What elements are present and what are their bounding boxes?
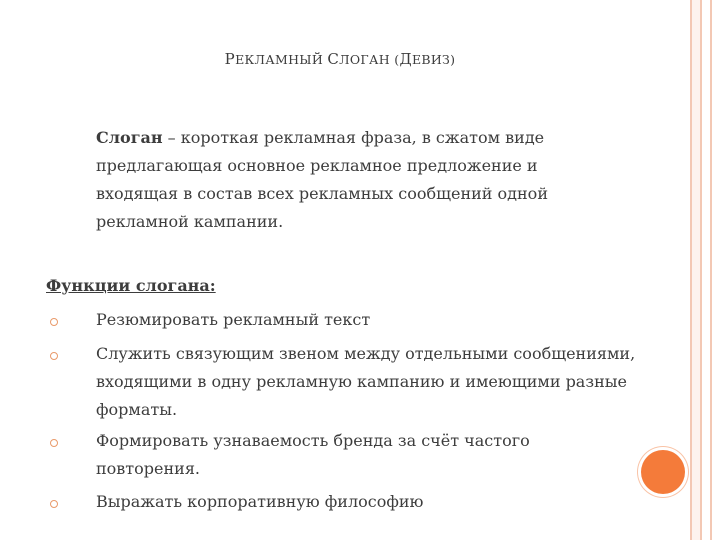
list-item: Формировать узнаваемость бренда за счёт частого повторения. (96, 431, 530, 478)
definition-term: Слоган (96, 128, 163, 147)
list-item: Служить связующим звеном между отдельными сообщениями, входящими в одну рекламную кампанию и имеющими разные форматы. (96, 344, 636, 419)
slide-title: РЕКЛАМНЫЙ СЛОГАН (ДЕВИЗ) (224, 50, 456, 68)
definition-paragraph (96, 124, 616, 236)
bullet-marker-icon (50, 439, 58, 447)
definition-text: – короткая рекламная фраза, в сжатом виде предлагающая основное рекламное предложение и входящая в состав всех рекламных сообщений одной рекламной кампании. (96, 128, 548, 231)
frame-line (710, 0, 712, 540)
bullet-marker-icon (50, 318, 58, 326)
list-item: Выражать корпоративную философию (96, 492, 424, 511)
bullet-marker-icon (50, 352, 58, 360)
bullet-marker-icon (50, 500, 58, 508)
frame-line (700, 0, 702, 540)
frame-line (690, 0, 692, 540)
list-item: Резюмировать рекламный текст (96, 310, 371, 329)
frame-strip (692, 0, 700, 540)
functions-heading: Функции слогана: (46, 276, 216, 295)
